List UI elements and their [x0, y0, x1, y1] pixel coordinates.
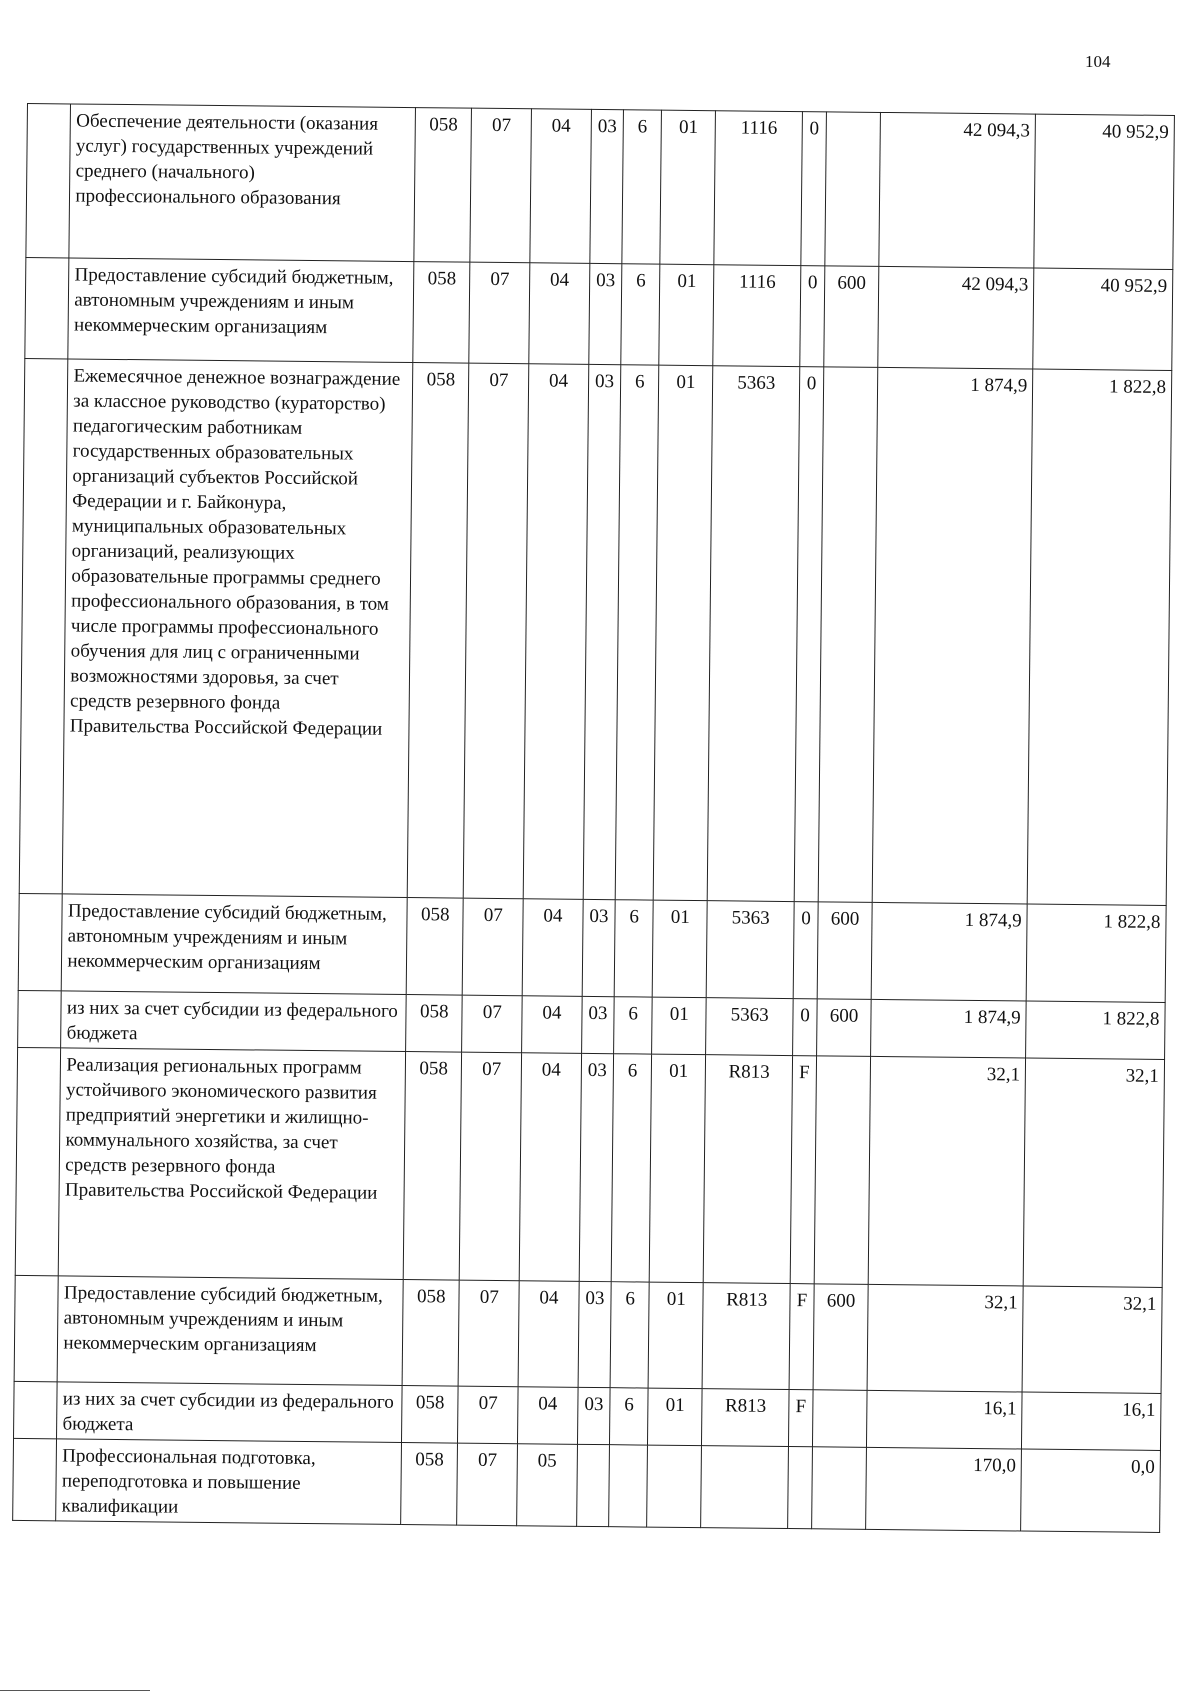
code-section: 07	[462, 995, 522, 1053]
code-admin: 058	[413, 262, 470, 364]
code-event: 01	[659, 264, 714, 366]
code-subsection: 04	[518, 1387, 578, 1445]
amount-executed: 16,1	[1022, 1392, 1161, 1450]
row-index-cell	[19, 358, 68, 893]
code-subprogram: 6	[615, 365, 659, 900]
code-admin: 058	[406, 898, 463, 996]
code-subprogram: 6	[614, 900, 653, 997]
code-event: 01	[652, 900, 707, 998]
code-section: 07	[470, 108, 531, 263]
code-section: 07	[459, 1280, 520, 1387]
code-section: 07	[458, 1386, 518, 1444]
table-row	[19, 358, 1172, 905]
code-direction: 5363	[707, 901, 795, 999]
code-admin: 058	[403, 1052, 462, 1281]
amount-executed: 40 952,9	[1034, 114, 1174, 269]
code-event	[647, 1445, 702, 1528]
budget-table	[12, 103, 1175, 1533]
code-program: 03	[590, 109, 624, 263]
amount-plan: 16,1	[867, 1390, 1023, 1449]
code-direction	[701, 1446, 789, 1529]
amount-executed: 32,1	[1022, 1286, 1162, 1393]
row-name: Предоставление субсидий бюджетным, автономным учреждениям и иным некоммерческим организациям	[68, 258, 414, 363]
code-subsection: 04	[518, 1281, 579, 1388]
code-sub: 0	[793, 999, 817, 1056]
code-subprogram: 6	[622, 110, 662, 264]
code-event: 01	[660, 110, 716, 265]
code-event: 01	[653, 365, 713, 901]
table-row	[14, 1275, 1162, 1393]
row-name: Обеспечение деятельности (оказания услуг) государственных учреждений среднего (начального) профессионального образования	[69, 104, 415, 262]
row-index-cell	[26, 104, 71, 258]
code-event: 01	[648, 1388, 703, 1446]
table-row	[25, 257, 1173, 370]
code-expense-type	[812, 1390, 867, 1448]
code-subprogram: 6	[610, 1282, 649, 1388]
code-subsection: 04	[529, 263, 590, 365]
code-section: 07	[460, 1052, 522, 1281]
code-direction: 5363	[708, 366, 800, 902]
row-index-cell	[18, 893, 62, 990]
code-direction: 5363	[706, 998, 793, 1056]
code-expense-type: 600	[813, 1284, 868, 1391]
row-index-cell	[14, 1381, 58, 1438]
code-program: 03	[577, 1387, 610, 1444]
amount-plan: 1 874,9	[871, 999, 1027, 1058]
code-admin: 058	[402, 1280, 459, 1387]
amount-executed: 0,0	[1021, 1449, 1161, 1532]
row-index-cell	[13, 1438, 57, 1520]
amount-plan: 32,1	[868, 1056, 1025, 1286]
row-name: Ежемесячное денежное вознаграждение за классное руководство (кураторство) педагогическим работникам государственных образовательных организаций субъектов Российской Федерации и г. Байконура, муниципальных образовательных организаций, реализующих образовательные программы среднего профессионального образования, в том числе программы профессионального обучения для лиц с ограниченными возможностями здоровья, за счет средств резервного фонда Правительства Российской Федерации	[63, 359, 413, 898]
code-program: 03	[581, 996, 614, 1053]
code-subprogram: 6	[621, 264, 660, 365]
code-sub: 0	[793, 902, 818, 999]
row-name: Реализация региональных программ устойчивого экономического развития предприятий энергетики и жилищно-коммунального хозяйства, за счет средств резервного фонда Правительства Российской Федерации	[59, 1048, 406, 1280]
row-name: Предоставление субсидий бюджетным, автономным учреждениям и иным некоммерческим организациям	[62, 894, 408, 995]
row-index-cell	[18, 990, 62, 1047]
code-sub: F	[789, 1284, 814, 1390]
amount-executed: 1 822,8	[1026, 904, 1166, 1002]
code-sub: F	[790, 1056, 816, 1284]
code-program	[576, 1444, 609, 1526]
amount-plan: 42 094,3	[878, 266, 1034, 369]
code-subprogram: 6	[610, 1388, 649, 1445]
table-row	[15, 1047, 1164, 1287]
amount-executed: 1 822,8	[1027, 369, 1171, 905]
amount-executed: 40 952,9	[1033, 268, 1173, 370]
code-admin: 058	[407, 363, 469, 899]
row-name: Профессиональная подготовка, переподготовка и повышение квалификации	[56, 1439, 402, 1525]
code-subsection: 05	[517, 1444, 577, 1527]
code-subsection: 04	[530, 109, 591, 264]
row-name: Предоставление субсидий бюджетным, автономным учреждениям и иным некоммерческим организациям	[57, 1276, 403, 1386]
code-expense-type	[825, 112, 881, 267]
code-section: 07	[464, 363, 529, 899]
code-section: 07	[463, 898, 524, 996]
table-row	[13, 1438, 1161, 1532]
row-index-cell	[15, 1047, 61, 1275]
code-subprogram: 6	[614, 997, 653, 1054]
amount-executed: 1 822,8	[1026, 1001, 1165, 1059]
code-direction: R813	[702, 1283, 790, 1390]
code-subsection: 04	[519, 1053, 581, 1282]
code-expense-type: 600	[817, 999, 872, 1057]
amount-plan: 1 874,9	[871, 902, 1027, 1001]
code-direction: R813	[702, 1389, 789, 1447]
code-section: 07	[457, 1443, 517, 1526]
code-section: 07	[469, 262, 530, 364]
code-program: 03	[582, 899, 616, 996]
code-sub: 0	[801, 112, 826, 266]
amount-plan: 1 874,9	[872, 367, 1033, 904]
table-row	[26, 104, 1175, 270]
code-admin: 058	[406, 995, 463, 1053]
code-subprogram: 6	[611, 1054, 651, 1282]
row-index-cell	[25, 257, 69, 358]
code-sub: 0	[794, 367, 823, 902]
code-direction: 1116	[713, 265, 801, 367]
amount-plan: 42 094,3	[879, 112, 1036, 268]
code-direction: R813	[704, 1055, 793, 1284]
code-sub	[788, 1447, 813, 1529]
code-direction: 1116	[714, 111, 802, 266]
row-name: из них за счет субсидии из федерального бюджета	[61, 991, 406, 1052]
code-event: 01	[652, 997, 707, 1055]
code-program: 03	[578, 1281, 612, 1387]
code-program: 03	[583, 364, 621, 899]
code-expense-type	[818, 367, 878, 903]
code-subsection: 04	[522, 996, 582, 1054]
amount-plan: 32,1	[867, 1284, 1023, 1392]
code-expense-type	[812, 1447, 867, 1530]
row-name: из них за счет субсидии из федерального бюджета	[57, 1382, 402, 1443]
code-subsection: 04	[522, 899, 583, 997]
code-subsection: 04	[523, 364, 588, 900]
code-program: 03	[589, 263, 623, 364]
table-row	[18, 893, 1166, 1002]
code-sub: 0	[800, 266, 825, 367]
code-admin: 058	[402, 1385, 459, 1443]
code-event: 01	[648, 1282, 703, 1389]
row-index-cell	[14, 1275, 58, 1381]
page-number: 104	[1085, 52, 1111, 71]
scan-artifact-line	[0, 1690, 150, 1691]
amount-plan: 170,0	[866, 1447, 1022, 1531]
code-admin: 058	[401, 1442, 458, 1525]
code-expense-type: 600	[817, 902, 872, 1000]
code-event: 01	[649, 1054, 706, 1283]
code-sub: F	[789, 1390, 813, 1447]
code-admin: 058	[414, 108, 472, 263]
code-subprogram	[609, 1445, 648, 1527]
code-expense-type: 600	[824, 266, 879, 368]
code-program: 03	[579, 1053, 614, 1281]
amount-executed: 32,1	[1023, 1058, 1164, 1287]
code-expense-type	[814, 1056, 871, 1285]
